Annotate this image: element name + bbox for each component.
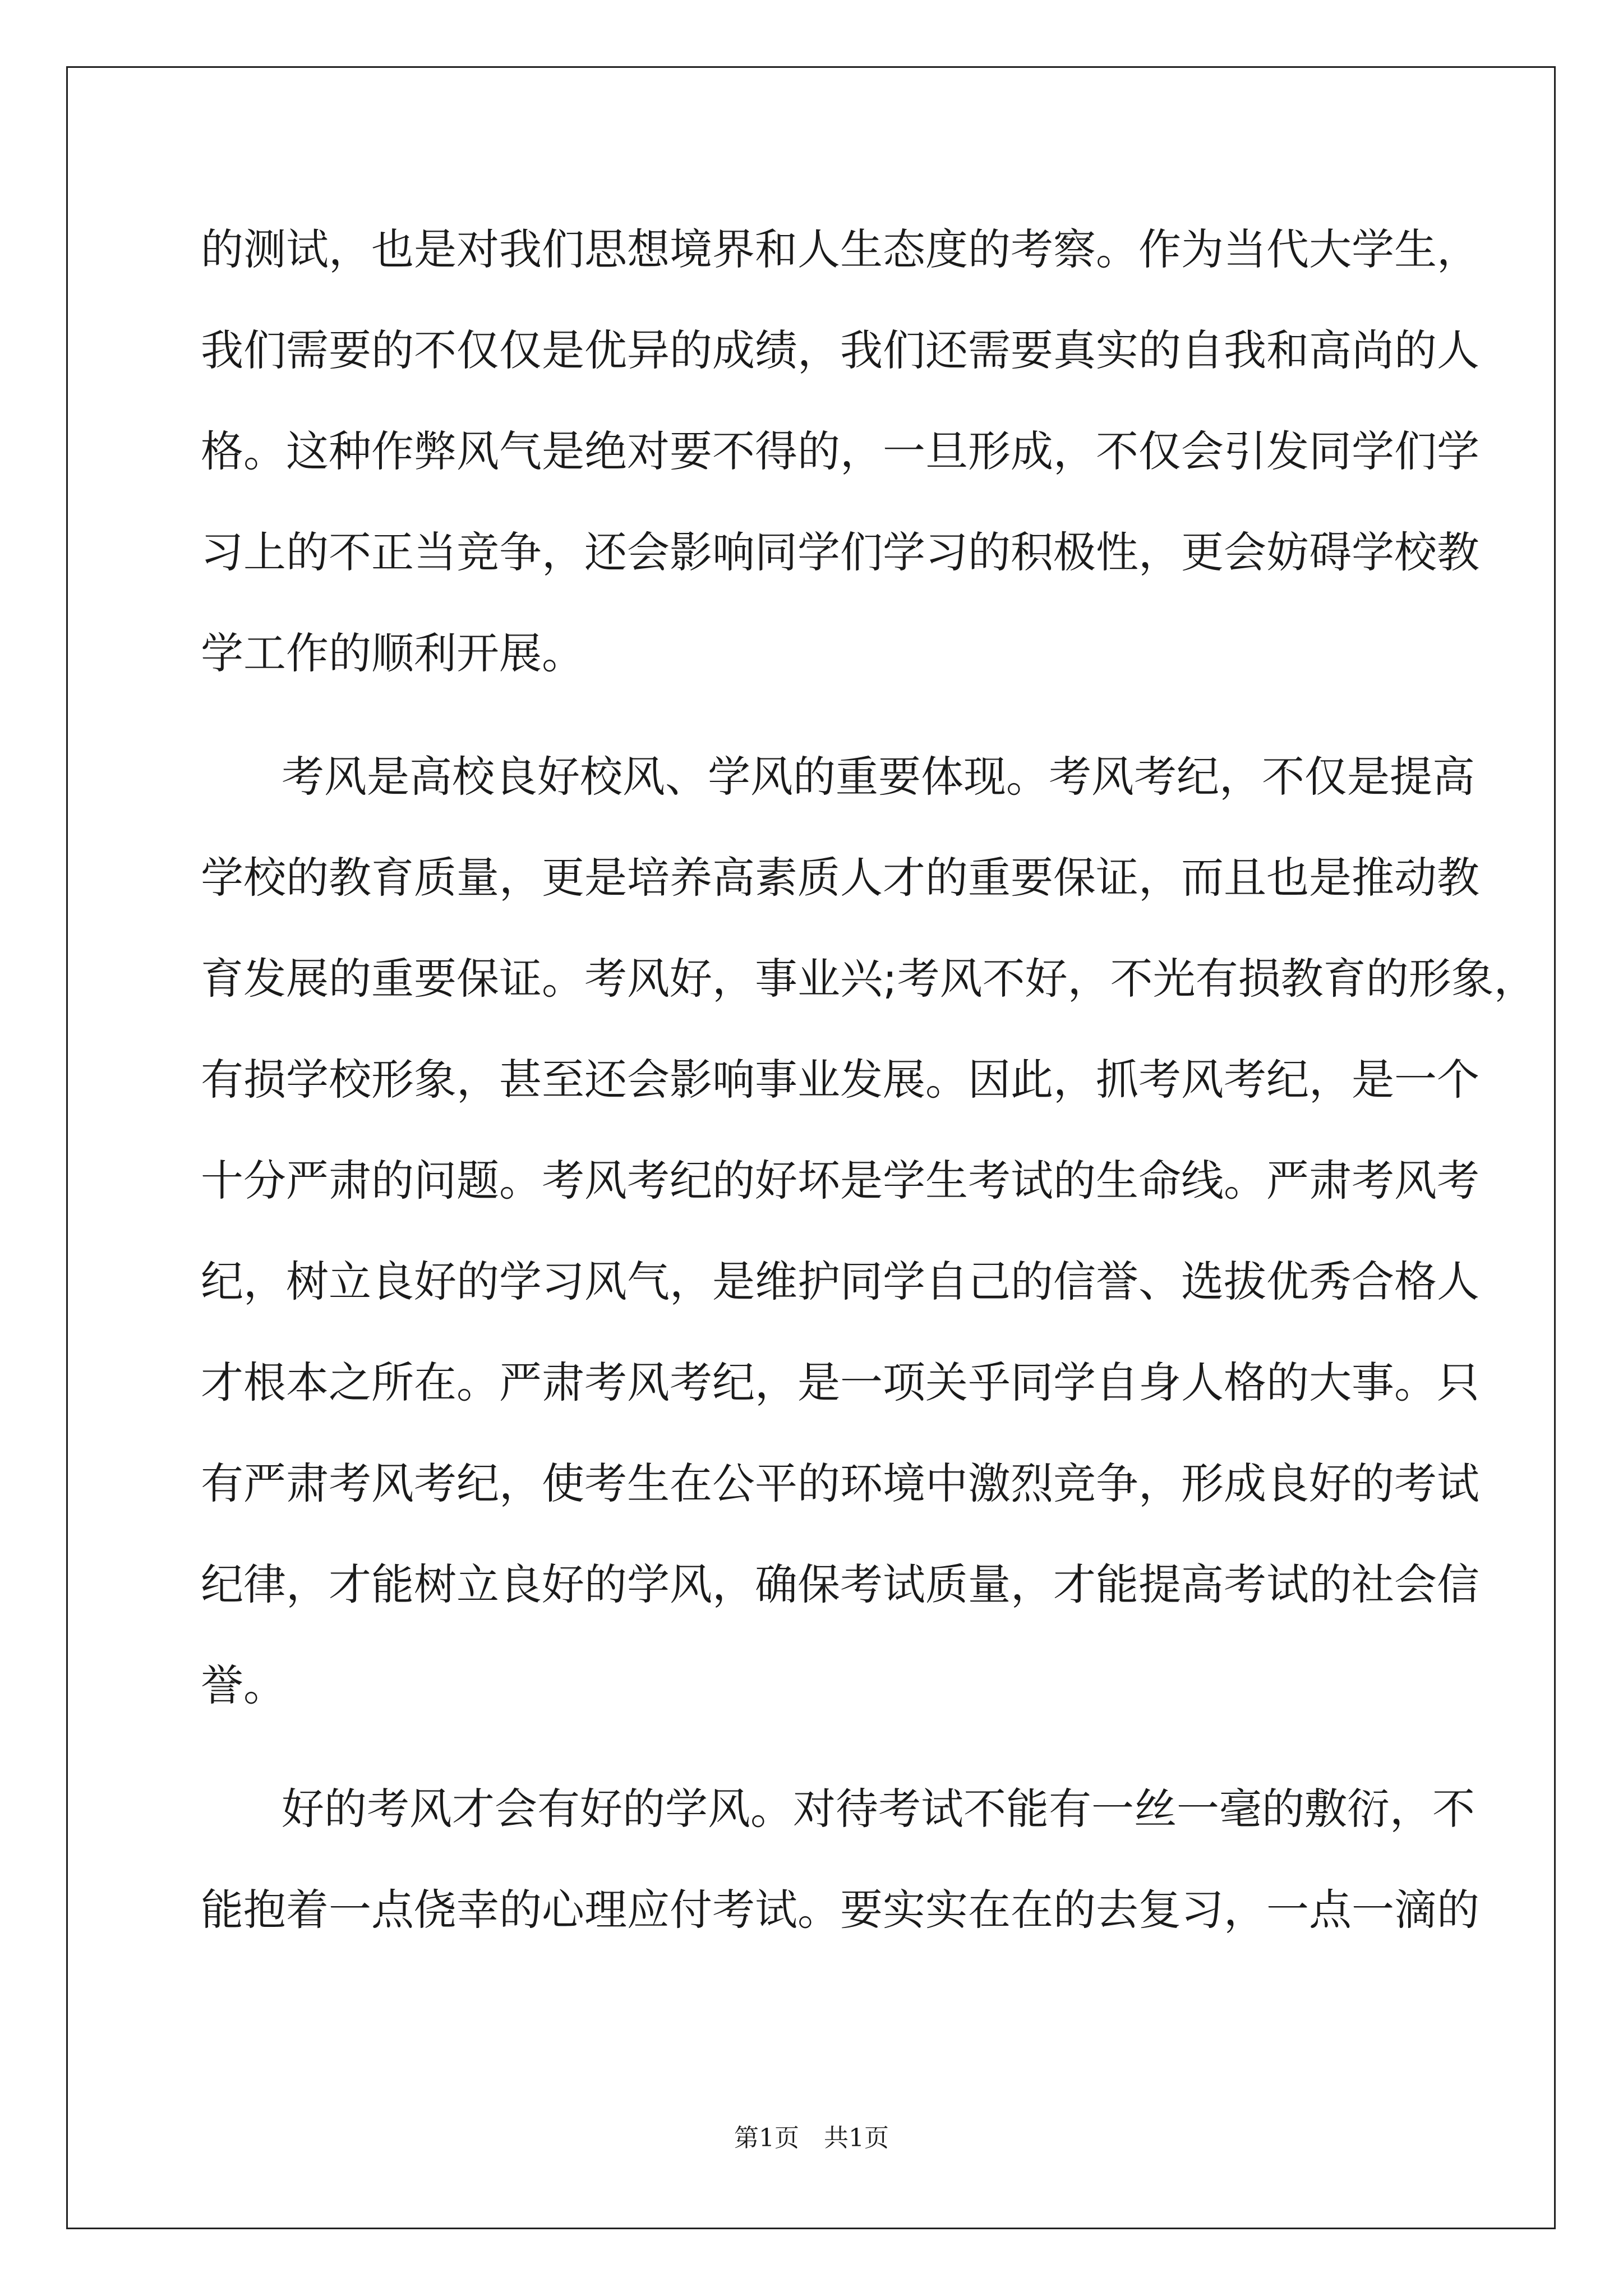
page-number-footer: 第1页 共1页: [734, 2124, 889, 2152]
text-line: 学校的教育质量，更是培养高素质人才的重要保证，而且也是推动教: [201, 853, 1479, 903]
text-line: 纪律，才能树立良好的学风，确保考试质量，才能提高考试的社会信: [201, 1559, 1479, 1609]
text-line: 育发展的重要保证。考风好，事业兴;考风不好，不光有损教育的形象，: [201, 954, 1537, 1004]
text-line: 的测试，也是对我们思想境界和人生态度的考察。作为当代大学生，: [201, 224, 1479, 274]
text-line: 有严肃考风考纪，使考生在公平的环境中激烈竞争，形成良好的考试: [201, 1458, 1479, 1508]
text-line: 十分严肃的问题。考风考纪的好坏是学生考试的生命线。严肃考风考: [201, 1156, 1479, 1205]
text-line: 纪，树立良好的学习风气，是维护同学自己的信誉、选拔优秀合格人: [201, 1257, 1479, 1306]
text-line: 格。这种作弊风气是绝对要不得的，一旦形成，不仅会引发同学们学: [201, 426, 1479, 476]
text-line: 好的考风才会有好的学风。对待考试不能有一丝一毫的敷衍，不: [282, 1784, 1475, 1834]
text-line: 有损学校形象，甚至还会影响事业发展。因此，抓考风考纪，是一个: [201, 1055, 1479, 1105]
text-line: 学工作的顺利开展。: [201, 628, 584, 678]
text-line: 誉。: [201, 1660, 286, 1710]
text-line: 习上的不正当竞争，还会影响同学们学习的积极性，更会妨碍学校教: [201, 527, 1479, 577]
text-line: 能抱着一点侥幸的心理应付考试。要实实在在的去复习，一点一滴的: [201, 1885, 1479, 1935]
text-line: 才根本之所在。严肃考风考纪，是一项关乎同学自身人格的大事。只: [201, 1358, 1479, 1407]
text-line: 我们需要的不仅仅是优异的成绩，我们还需要真实的自我和高尚的人: [201, 325, 1479, 375]
text-line: 考风是高校良好校风、学风的重要体现。考风考纪，不仅是提高: [282, 752, 1475, 802]
